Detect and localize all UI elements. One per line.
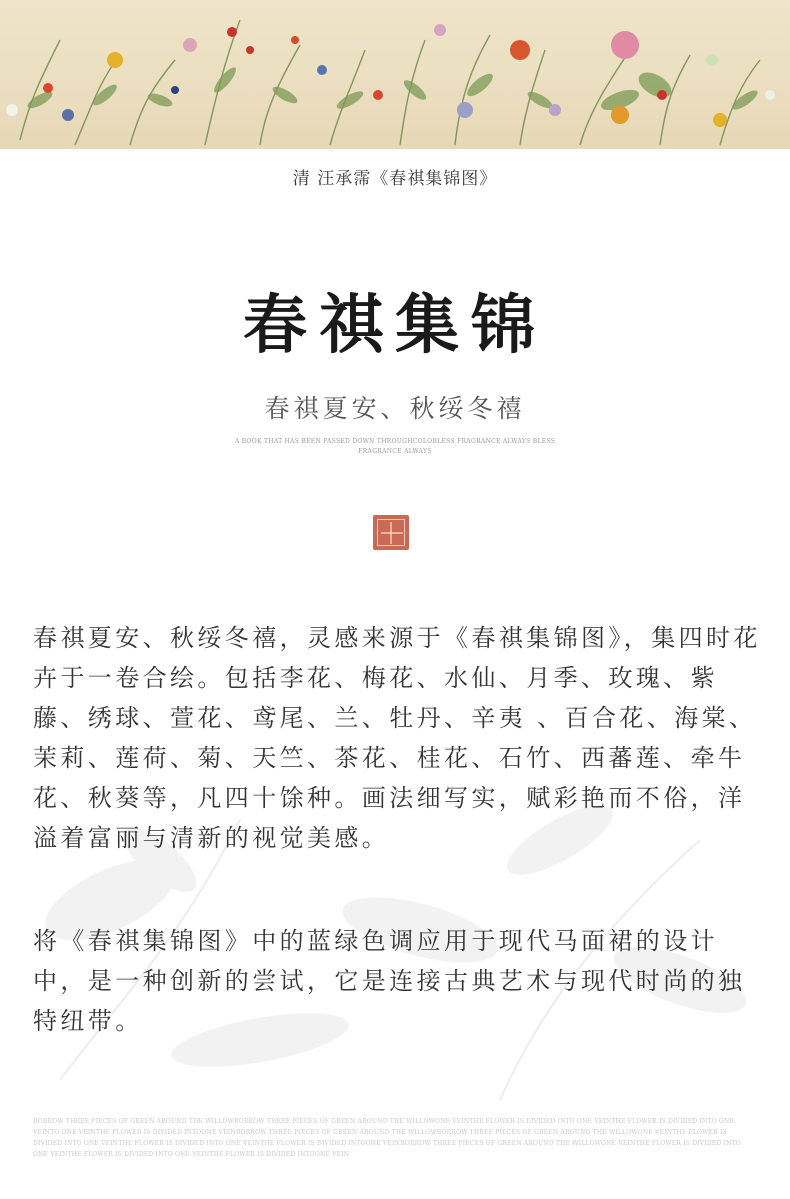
decorative-fine-print: BORROW THREE PIECES OF GREEN AROUND THE WILLOWBORROW THREE PIECES OF GREEN AROUND THE WILLOWONE VEINTHE FLOWER IS DIVIDED INTO ONE VEINTHE FLOWER IS DIVIDED INTO ONE VEINTO ONE VEINTHE FLOWER IS DIVIDED INTOONE VEINBORROW THREE PIECES OF GREEN AROUND THE WILLOWBORROW THREE PIECES OF GREEN AROUND THE WILLOWONE VEINTHE FLOWER IS DIVIDED INTO ONE VEINTHE FLOWER IS DIVIDED INTO ONE VEINTHE FLOWER IS DIVIDED INTOONE VEINBORROW THREE PIECES OF GREEN AROUND THE WILLOWONE VEINTHE FLOWER IS DIVIDED INTO ONE VEINTHE FLOWER IS DIVIDED INTO ONE VEINTHE FLOWER IS DIVIDED INTOONE VEIN (33, 1118, 741, 1158)
description-paragraph-1: 春祺夏安、秋绥冬禧，灵感来源于《春祺集锦图》，集四时花卉于一卷合绘。包括李花、梅花、水仙、月季、玫瑰、紫藤、绣球、萱花、鸢尾、兰、牡丹、辛夷 、百合花、海棠、茉莉、莲荷、菊、天竺、茶花、桂花、石竹、西蕃莲、牵牛花、秋葵等，凡四十馀种。画法细写实，赋彩艳而不俗，洋溢着富丽与清新的视觉美感。 (33, 624, 761, 852)
page-subtitle: 春祺夏安、秋绥冬禧 (264, 394, 526, 423)
flower-painting-banner (0, 0, 790, 149)
description-paragraph-2: 将《春祺集锦图》中的蓝绿色调应用于现代马面裙的设计中，是一种创新的尝试，它是连接古典艺术与现代时尚的独特纽带。 (33, 927, 746, 1035)
english-tagline: A BOOK THAT HAS BEEN PASSED DOWN THROUGHCOLORLESS FRAGRANCE ALWAYS BLESS FRAGRANCE ALWAYS (234, 438, 556, 455)
seal-stamp-icon (373, 515, 409, 550)
page-title: 春祺集锦 (243, 288, 547, 363)
painting-caption: 清 汪承霈《春祺集锦图》 (292, 169, 498, 189)
flower-painting-icon (0, 0, 790, 149)
